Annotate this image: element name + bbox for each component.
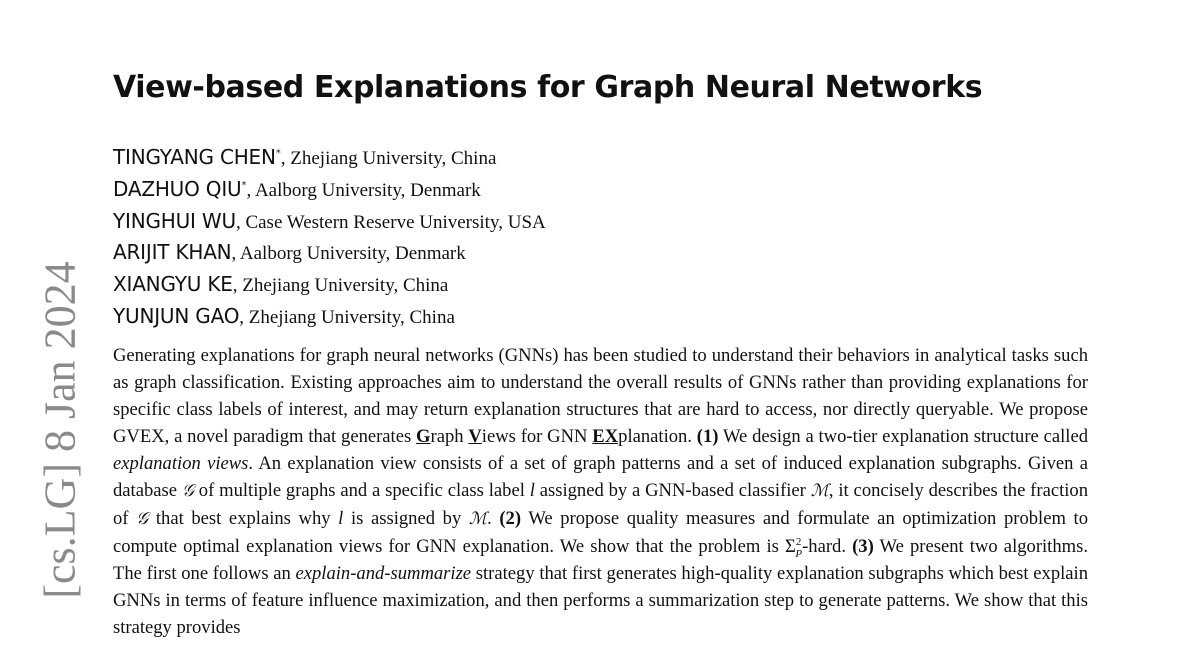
math-symbol-l: l (529, 480, 535, 501)
arxiv-stamp-text: [cs.LG] 8 Jan 2024 (35, 261, 85, 599)
author-affiliation: , Aalborg University, Denmark (231, 243, 466, 265)
abstract-text: -hard. (802, 536, 853, 557)
author-name: DAZHUO QIU (113, 176, 242, 201)
author-affiliation: , Case Western Reserve University, USA (235, 211, 546, 233)
abstract-text: . (487, 508, 500, 529)
author-affiliation: , Zhejiang University, China (239, 306, 455, 328)
author-list (113, 138, 546, 329)
author-affiliation: , Zhejiang University, China (280, 148, 497, 169)
emphasis-term: explanation views (113, 453, 249, 474)
author-name: ARIJIT KHAN (113, 240, 232, 265)
abstract-text: strategy that first generates high-quality explanation subgraphs which best explain GNNs in terms of feature influence maximization, and then performs a summarization step to generate patterns. We show that this strategy provides (113, 563, 1089, 638)
math-symbol-l: l (338, 508, 344, 529)
contribution-marker: (3) (852, 536, 874, 557)
author-affiliation: , Zhejiang University, China (232, 275, 449, 297)
author-entry (113, 297, 546, 329)
acronym-letter-g: G (416, 426, 431, 447)
sigma-subscript: P (795, 547, 803, 560)
abstract-text: raph (430, 426, 469, 447)
author-mark: * (241, 179, 247, 191)
abstract-text: that best explains why (148, 508, 339, 529)
author-name: YUNJUN GAO (113, 303, 240, 328)
math-symbol-m: ℳ (810, 481, 829, 501)
abstract-paragraph (113, 342, 1088, 641)
abstract-text: iews for GNN (481, 426, 593, 447)
acronym-letters-ex: EX (592, 426, 619, 447)
author-entry (113, 170, 546, 202)
author-name: YINGHUI WU (113, 208, 236, 233)
acronym-letter-v: V (468, 426, 482, 447)
author-entry (113, 202, 546, 234)
author-entry (113, 265, 546, 297)
author-mark: * (275, 148, 281, 159)
abstract-text: Generating explanations for graph neural networks (GNNs) has been studied to understand their behaviors in analytical tasks such as graph classification. Existing approaches aim to understand the overall results of GNNs rather than providing explanations for specific class labels of interest, and may return explanation structures that are hard to access, nor directly queryable. We propose GVEX, a novel paradigm that generates (113, 345, 1088, 447)
abstract-text: planation. (618, 426, 697, 447)
math-symbol-g: 𝒢 (181, 481, 194, 501)
abstract-text: We propose quality measures and formulate an optimization problem to compute optimal explanation views for GNN explanation. We show that the problem is (113, 508, 1089, 557)
author-name: TINGYANG CHEN (113, 145, 276, 169)
math-symbol-m: ℳ (468, 509, 488, 529)
contribution-marker: (1) (696, 426, 719, 447)
abstract-text: assigned by a GNN-based classifier (534, 480, 811, 501)
author-affiliation: , Aalborg University, Denmark (246, 179, 481, 201)
paper-title: View-based Explanations for Graph Neural Networks (113, 70, 983, 105)
abstract-text: We design a two-tier explanation structure called (718, 426, 1088, 447)
abstract-text: , it concisely describes the fraction of (113, 480, 1088, 529)
emphasis-term: explain-and-summarize (295, 563, 472, 584)
author-entry (113, 233, 546, 265)
author-entry (113, 138, 546, 170)
abstract-text: of multiple graphs and a specific class label (193, 480, 530, 501)
sigma-superscript: 2 (795, 535, 802, 548)
abstract-text: We present two algorithms. The first one follows an (113, 536, 1088, 584)
author-name: XIANGYU KE (113, 272, 233, 297)
complexity-class (785, 535, 803, 560)
abstract-text: . An explanation view consists of a set of graph patterns and a set of induced explanation subgraphs. Given a database (113, 453, 1088, 501)
contribution-marker: (2) (499, 508, 522, 529)
abstract-text: is assigned by (343, 508, 469, 529)
math-symbol-g: 𝒢 (136, 509, 149, 529)
sigma-symbol: Σ (785, 536, 796, 557)
